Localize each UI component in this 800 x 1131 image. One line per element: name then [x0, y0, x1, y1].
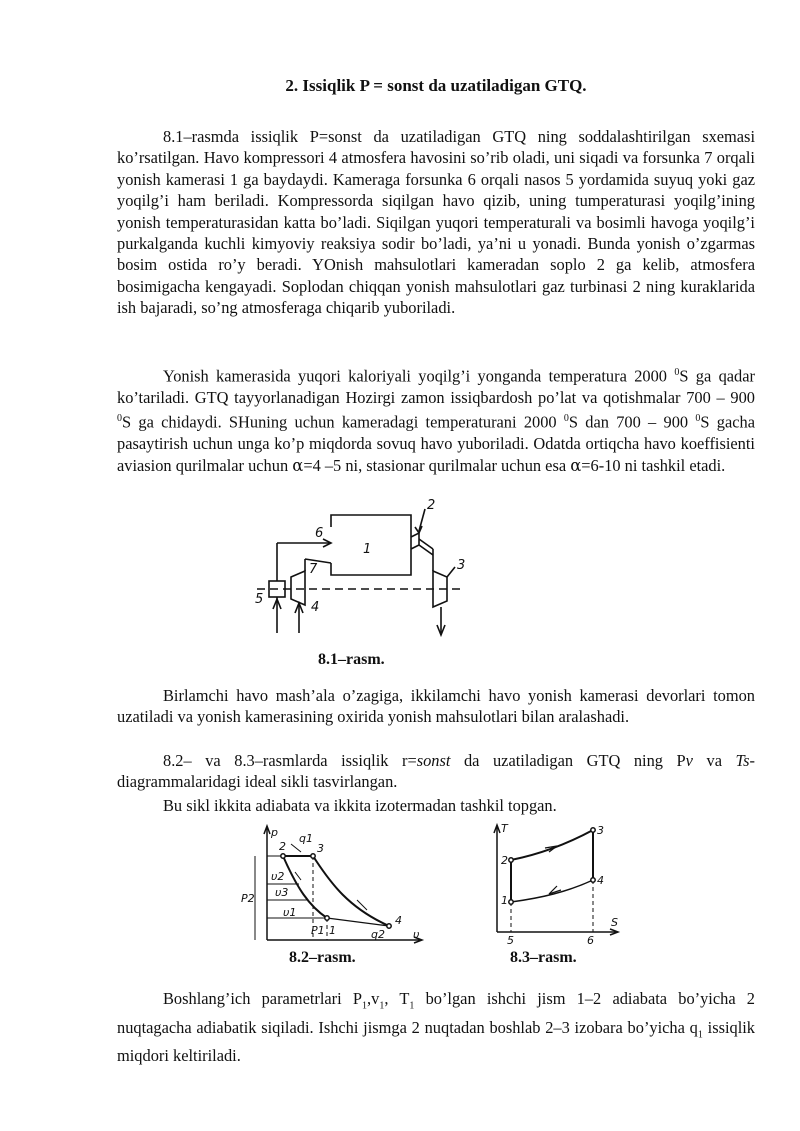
- svg-text:P1: P1: [311, 924, 325, 937]
- svg-text:5: 5: [507, 934, 514, 946]
- paragraph-5: Bu sikl ikkita adiabata va ikkita izotermadan tashkil topgan.: [163, 796, 557, 815]
- svg-text:7: 7: [309, 562, 318, 577]
- svg-text:T: T: [501, 822, 508, 835]
- paragraph-2: Yonish kamerasida yuqori kaloriyali yoqilg’i yonganda temperatura 2000 $^0$S ga qadar ko’tariladi. GTQ tayyorlanadigan Hozirgi zamon issiqbardosh po’lat va qotishmalar 700 – 900 $^0$S ga chidaydi. SHuning uchun kameradagi temperaturani 2000 $^0$S dan 700 – 900 $^0$S gacha pasaytirish uchun unga ko’p miqdorda sovuq havo yuboriladi. Odatda ortiqcha havo koeffisienti aviasion qurilmalar uchun α=4 –5 ni, stasionar qurilmalar uchun esa α=6-10 ni tashkil etadi.: [117, 366, 755, 475]
- svg-text:q1: q1: [299, 832, 313, 845]
- compressor-4: [291, 571, 305, 605]
- svg-text:4: 4: [597, 874, 604, 887]
- paragraph-4: 8.2– va 8.3–rasmlarda issiqlik r=sonst da uzatiladigan GTQ ning Pv va Ts-diagrammalaridagi ideal sikli tasvirlangan.: [117, 751, 755, 792]
- figure-8-1-caption: 8.1–rasm.: [318, 651, 385, 668]
- paragraph-6: Boshlang’ich parametrlari $P_1,v_1$, $T_1$ bo’lgan ishchi jism 1–2 adiabata bo’yicha 2 nuqtagacha adiabatik siqiladi. Ishchi jismga 2 nuqtadan boshlab 2–3 izobara bo’yicha $q_1$ issiqlik miqdori keltiriladi.: [117, 989, 756, 1066]
- pv-diagram-figure: [239, 822, 429, 946]
- section-title: 2. Issiqlik P = sonst da uzatiladigan GTQ.: [285, 76, 587, 95]
- figure-8-2-caption: 8.2–rasm.: [289, 949, 356, 966]
- svg-text:2: 2: [279, 840, 286, 853]
- svg-text:1: 1: [329, 924, 336, 937]
- svg-text:υ1: υ1: [283, 906, 297, 919]
- svg-text:5: 5: [255, 592, 264, 607]
- svg-text:υ3: υ3: [275, 886, 289, 899]
- svg-text:S: S: [611, 916, 618, 929]
- gtu-scheme-figure: [247, 497, 487, 647]
- svg-text:3: 3: [317, 842, 324, 855]
- figure-8-3-caption: 8.3–rasm.: [510, 949, 577, 966]
- svg-text:6: 6: [315, 526, 324, 541]
- svg-text:1: 1: [501, 894, 508, 907]
- svg-text:2: 2: [427, 498, 436, 513]
- svg-text:υ: υ: [413, 928, 420, 941]
- svg-text:4: 4: [395, 914, 402, 927]
- svg-text:4: 4: [311, 600, 320, 615]
- svg-text:3: 3: [457, 558, 466, 573]
- svg-text:2: 2: [501, 854, 508, 867]
- paragraph-3: Birlamchi havo mash’ala o’zagiga, ikkilamchi havo yonish kamerasi devorlari tomon uzatiladi va yonish kamerasining oxirida yonish mahsulotlari bilan aralashadi.: [117, 686, 755, 727]
- ts-diagram-figure: [487, 822, 627, 946]
- svg-text:q2: q2: [371, 928, 385, 941]
- svg-text:1: 1: [363, 542, 372, 557]
- svg-text:υ2: υ2: [271, 870, 285, 883]
- svg-text:3: 3: [597, 824, 604, 837]
- svg-text:p: p: [271, 826, 278, 839]
- svg-text:6: 6: [587, 934, 594, 946]
- paragraph-1: 8.1–rasmda issiqlik P=sonst da uzatiladigan GTQ ning soddalashtirilgan sxemasi ko’rsatilgan. Havo kompressori 4 atmosfera havosini so’rib oladi, uni siqadi va forsunka 7 orqali yonish kamerasi 1 ga baydaydi. Kameraga forsunka 6 orqali nasos 5 yordamida suyuq yoki gaz yoqilg’i ham beriladi. Kompressorda siqilgan havo qizib, uning tumperaturasi yoqilg’ining yonish temperaturasidan katta bo’ladi. Siqilgan yuqori temperaturali va bosimli havoga yoqilg’i purkalganda kuchli kimyoviy reaksiya sodir bo’ladi, ya’ni u yonadi. Bunda yonish o’zgarmas bosim ostida ro’y beradi. YOnish mahsulotlari kameradan soplo 2 ga kelib, atmosfera bosimigacha kengayadi. Soplodan chiqqan yonish mahsulotlari gaz turbinasi 2 ning kuraklarida ish bajaradi, so’ng atmosferaga chiqarib yuboriladi.: [117, 127, 755, 318]
- svg-text:P2: P2: [241, 892, 255, 905]
